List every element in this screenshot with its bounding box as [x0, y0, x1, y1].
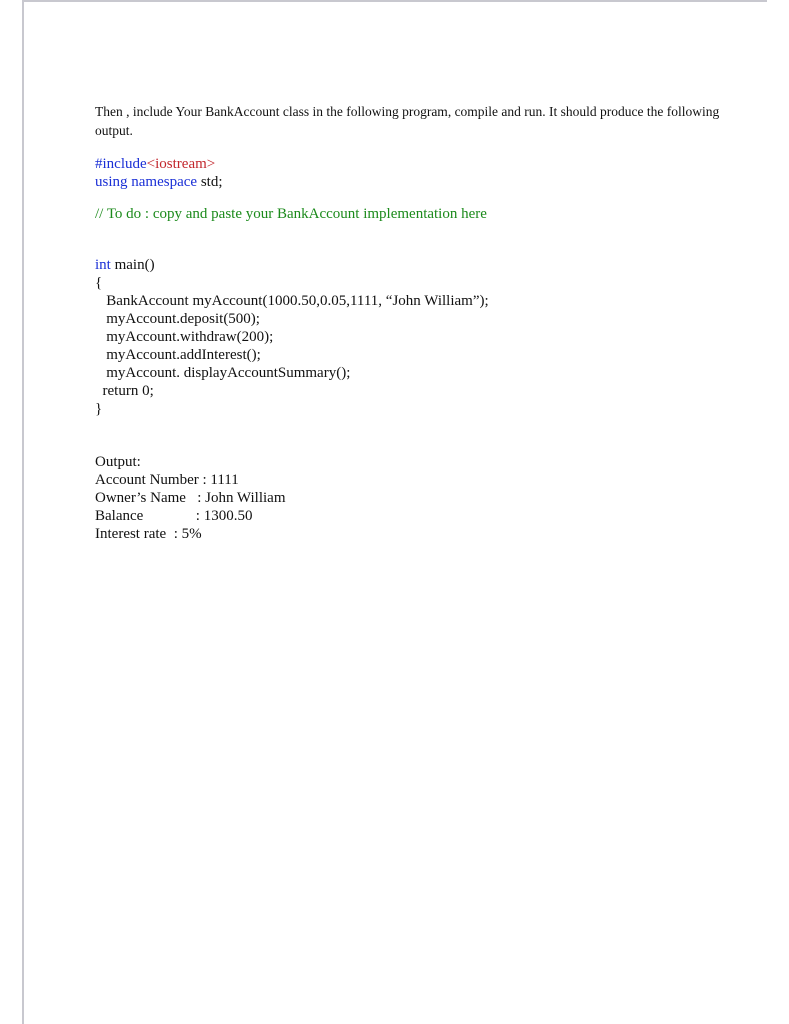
output-line: Owner’s Name : John William: [95, 490, 286, 506]
using-rest: std;: [197, 174, 223, 190]
todo-comment: // To do : copy and paste your BankAccount implementation here: [95, 206, 487, 222]
output-line: Account Number : 1111: [95, 472, 239, 488]
page-top-border: [22, 0, 767, 2]
output-line: Balance : 1300.50: [95, 508, 253, 524]
output-line: Interest rate : 5%: [95, 526, 202, 542]
code-line: BankAccount myAccount(1000.50,0.05,1111, “John William”);: [95, 293, 489, 309]
code-line: myAccount.addInterest();: [95, 347, 261, 363]
main-signature: [95, 256, 735, 274]
include-line: [95, 155, 735, 173]
close-brace: }: [95, 401, 103, 417]
code-line: return 0;: [95, 383, 154, 399]
page-left-border: [22, 0, 24, 1024]
int-keyword: int: [95, 257, 111, 273]
main-rest: main(): [110, 257, 155, 273]
using-line: [95, 173, 735, 191]
output-label: Output:: [95, 454, 141, 470]
open-brace: {: [95, 275, 103, 291]
intro-paragraph: Then , include Your BankAccount class in the following program, compile and run. It should produce the following output.: [95, 104, 720, 138]
include-directive: #include: [95, 156, 147, 172]
using-keyword: using namespace: [95, 174, 198, 190]
code-line: myAccount.deposit(500);: [95, 311, 260, 327]
document-content: [95, 102, 735, 543]
code-line: myAccount.withdraw(200);: [95, 329, 274, 345]
code-line: myAccount. displayAccountSummary();: [95, 365, 351, 381]
include-library: <iostream>: [146, 156, 216, 172]
